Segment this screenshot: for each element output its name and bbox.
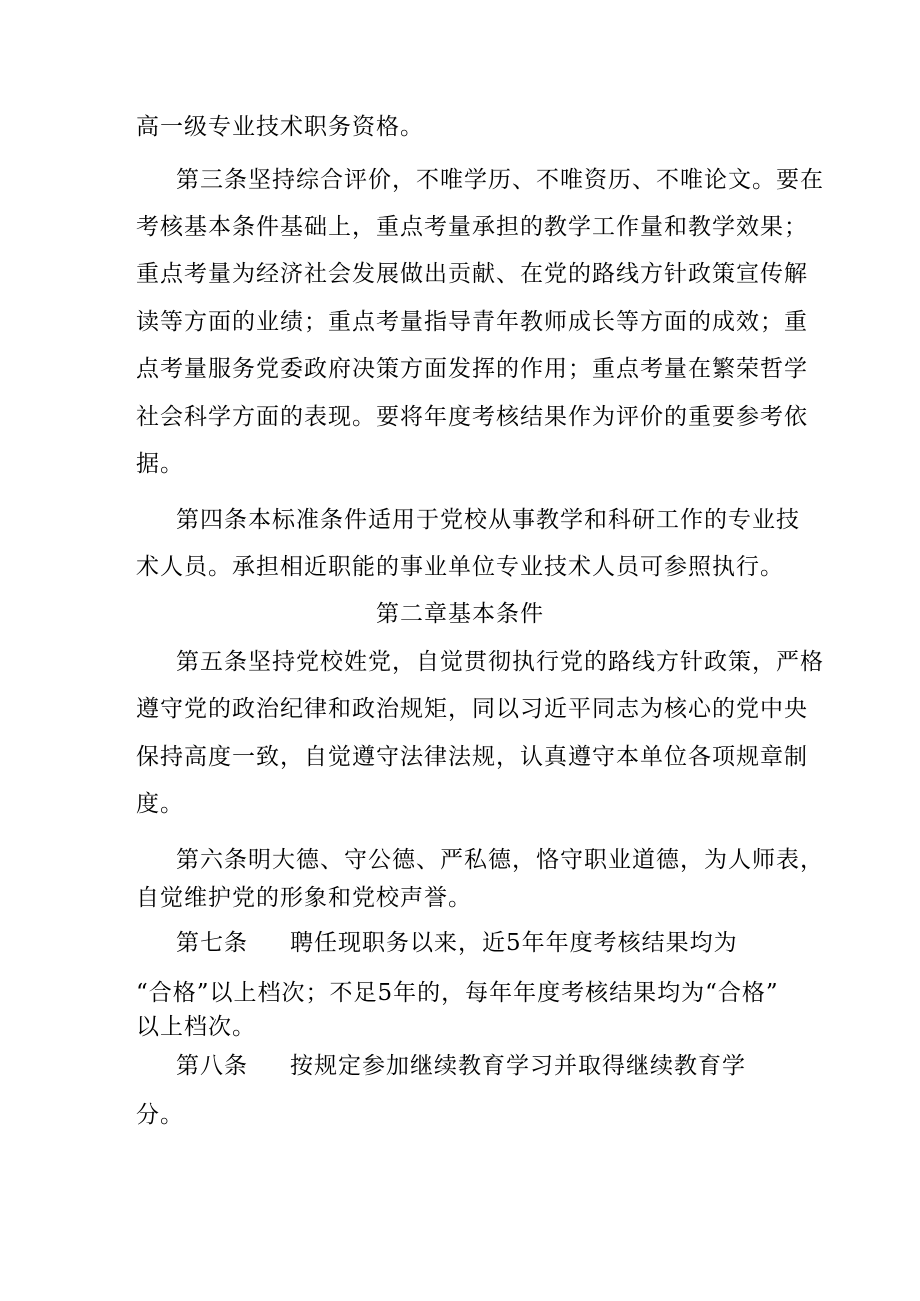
text-line: 点考量服务党委政府决策方面发挥的作用；重点考量在繁荣哲学 [136, 356, 808, 382]
text-line: 自觉维护党的形象和党校声誉。 [136, 885, 472, 911]
article-7-label: 第七条 [176, 930, 248, 956]
text-line: 分。 [136, 1102, 184, 1128]
chapter-heading: 第二章基本条件 [376, 601, 544, 627]
text-line: 术人员。承担相近职能的事业单位专业技术人员可参照执行。 [136, 554, 784, 580]
article-8-text: 按规定参加继续教育学习并取得继续教育学 [290, 1053, 746, 1079]
text-line: 保持高度一致，自觉遵守法律法规，认真遵守本单位各项规章制 [136, 744, 808, 770]
text-line: 读等方面的业绩；重点考量指导青年教师成长等方面的成效；重 [136, 309, 808, 335]
text-line: 以上档次。 [136, 1014, 256, 1040]
text-line: 高一级专业技术职务资格。 [136, 114, 424, 140]
article-5-line: 第五条坚持党校姓党，自觉贯彻执行党的路线方针政策，严格 [176, 649, 824, 675]
article-3-line: 第三条坚持综合评价，不唯学历、不唯资历、不唯论文。要在 [176, 167, 824, 193]
article-6-line: 第六条明大德、守公德、严私德，恪守职业道德，为人师表， [176, 847, 824, 873]
text-line: 据。 [136, 451, 184, 477]
article-7-text: 聘任现职务以来，近5年年度考核结果均为 [290, 930, 738, 956]
text-line: “合格”以上档次；不足5年的，每年年度考核结果均为“合格” [136, 980, 779, 1006]
article-4-line: 第四条本标准条件适用于党校从事教学和科研工作的专业技 [176, 507, 800, 533]
text-line: 考核基本条件基础上，重点考量承担的教学工作量和教学效果； [136, 214, 808, 240]
text-line: 度。 [136, 791, 184, 817]
article-8-label: 第八条 [176, 1053, 248, 1079]
text-line: 重点考量为经济社会发展做出贡献、在党的路线方针政策宣传解 [136, 261, 808, 287]
text-line: 社会科学方面的表现。要将年度考核结果作为评价的重要参考依 [136, 404, 808, 430]
text-line: 遵守党的政治纪律和政治规矩，同以习近平同志为核心的党中央 [136, 696, 808, 722]
